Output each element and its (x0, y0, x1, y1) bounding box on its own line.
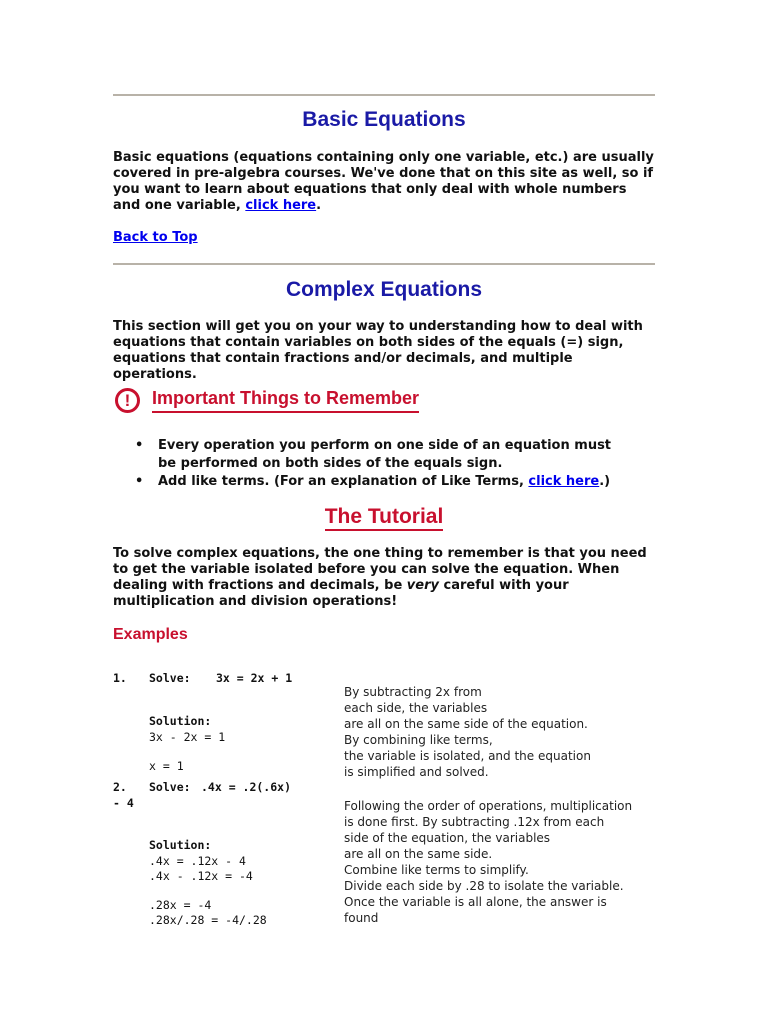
middle-divider (113, 263, 655, 265)
complex-equations-heading: Complex Equations (285, 278, 483, 301)
explanation-line: Once the variable is all alone, the answer is (344, 895, 607, 909)
tutorial-text-end: careful with your multiplication and division operations! (113, 578, 569, 609)
tutorial-heading-wrap (113, 505, 655, 529)
tutorial-paragraph (113, 546, 658, 610)
like-terms-click-here-link[interactable]: click here (528, 474, 600, 489)
example-1-solve-label: Solve: (149, 671, 191, 685)
basic-text: Basic equations (equations containing only one variable, etc.) are usually covered in pre-algebra courses. We've done that on this site as well, so if you want to learn about equations that only deal with whole numbers and one variable, (113, 150, 654, 213)
explanation-line: found (344, 911, 379, 925)
explanation-line: is simplified and solved. (344, 765, 489, 779)
complex-intro-paragraph: This section will get you on your way to understanding how to deal with equations that contain variables on both sides of the equals (=) sign, equations that contain fractions and/or decimals, and multiple operations. (113, 319, 643, 382)
bullet-text: Every operation you perform on one side of an equation must be performed on both sides of the equals sign. (158, 438, 612, 471)
example-2-step-2: .4x - .12x = -4 (149, 869, 253, 883)
example-2-explanation (344, 798, 664, 926)
bullet-icon: • (135, 438, 144, 453)
example-1-number: 1. (113, 671, 127, 685)
basic-text-end: . (316, 198, 322, 213)
example-2-step-1: .4x = .12x - 4 (149, 854, 246, 868)
example-2-equation-cont: - 4 (113, 796, 134, 810)
example-1-solution-label: Solution: (149, 714, 212, 728)
list-item (113, 473, 633, 491)
examples-heading: Examples (113, 626, 188, 643)
explanation-line: By combining like terms, (344, 733, 493, 747)
explanation-line: Following the order of operations, multiplication (344, 799, 633, 813)
tutorial-text: To solve complex equations, the one thing to remember is that you need to get the variable isolated before you can solve the equation. When dealing with fractions and decimals, be (113, 546, 647, 593)
example-1-step-1: 3x - 2x = 1 (149, 730, 226, 744)
explanation-line: is done first. By subtracting .12x from each (344, 815, 605, 829)
example-2-solve-label: Solve: (149, 780, 191, 794)
example-2-step-4: .28x/.28 = -4/.28 (149, 913, 267, 927)
back-to-top-row (113, 230, 658, 246)
important-list (113, 437, 633, 491)
tutorial-emphasis: very (406, 578, 439, 593)
important-heading: Important Things to Remember (152, 388, 419, 413)
top-divider (113, 94, 655, 96)
example-1-step-2: x = 1 (149, 759, 184, 773)
explanation-line: each side, the variables (344, 701, 488, 715)
bullet-icon: • (135, 474, 144, 489)
basic-equations-paragraph (113, 150, 658, 214)
example-2-number: 2. (113, 780, 127, 794)
basic-click-here-link[interactable]: click here (245, 198, 317, 213)
explanation-line: Divide each side by .28 to isolate the variable. (344, 879, 624, 893)
example-2-equation: .4x = .2(.6x) (201, 780, 292, 794)
example-1-equation: 3x = 2x + 1 (216, 671, 293, 685)
tutorial-heading: The Tutorial (325, 505, 444, 531)
back-to-top-link[interactable]: Back to Top (113, 230, 198, 245)
bullet-text-end: .) (599, 474, 611, 489)
explanation-line: the variable is isolated, and the equation (344, 749, 591, 763)
list-item (113, 437, 633, 473)
basic-equations-heading: Basic Equations (302, 108, 466, 131)
exclamation-warning-icon: ! (115, 388, 140, 413)
explanation-line: are all on the same side of the equation. (344, 717, 588, 731)
bullet-text: Add like terms. (For an explanation of Like Terms, (158, 474, 529, 489)
explanation-line: Combine like terms to simplify. (344, 863, 529, 877)
explanation-line: By subtracting 2x from (344, 685, 482, 699)
example-2-solution-label: Solution: (149, 838, 212, 852)
example-1-explanation (344, 684, 664, 780)
explanation-line: side of the equation, the variables (344, 831, 551, 845)
example-2-step-3: .28x = -4 (149, 898, 212, 912)
explanation-line: are all on the same side. (344, 847, 493, 861)
